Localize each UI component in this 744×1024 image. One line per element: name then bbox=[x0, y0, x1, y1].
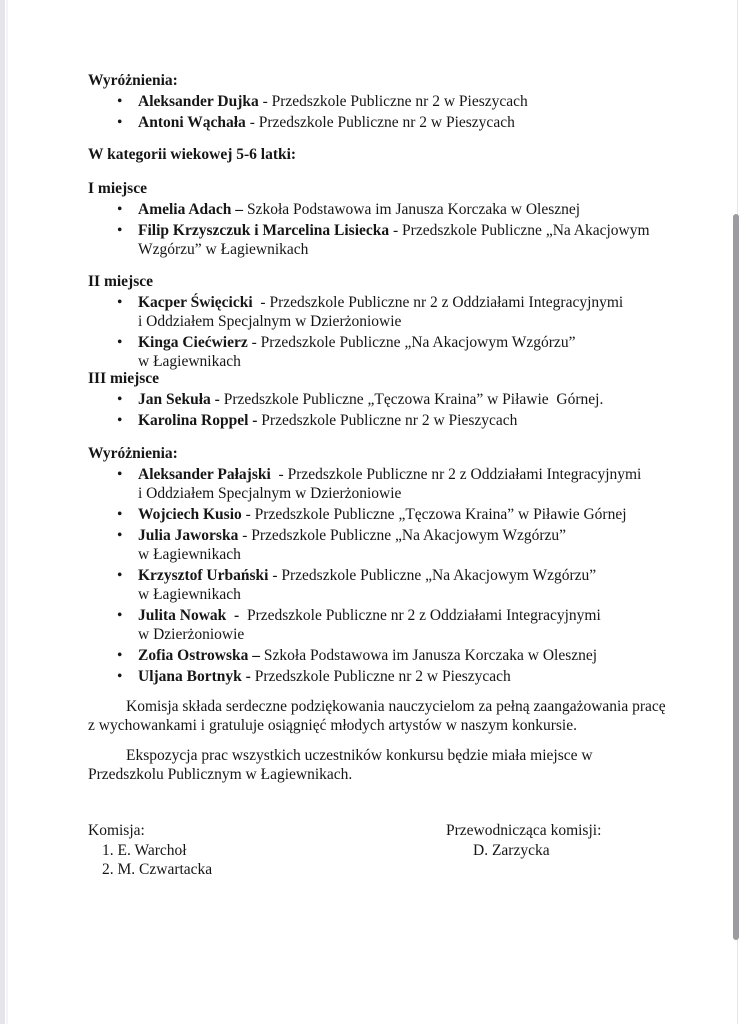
winner-name: Wojciech Kusio bbox=[138, 506, 242, 523]
winner-school-continued: i Oddziałem Specjalnym w Dzierżoniowie bbox=[138, 485, 402, 502]
winner-name: Krzysztof Urbański bbox=[138, 567, 269, 584]
winner-name: Zofia Ostrowska – bbox=[138, 647, 261, 664]
list-item bbox=[88, 667, 666, 686]
document-page bbox=[88, 71, 670, 880]
scrollbar-thumb[interactable] bbox=[733, 214, 739, 940]
winner-school-continued: w Łagiewnikach bbox=[138, 586, 241, 603]
winner-school: - Przedszkole Publiczne „Na Akacjowym Wzgórzu” bbox=[238, 527, 567, 544]
winner-school: - Przedszkole Publiczne nr 2 z Oddziałami Integracyjnymi bbox=[252, 294, 624, 311]
list-item bbox=[88, 221, 666, 259]
list-item bbox=[88, 411, 666, 430]
bullet-icon bbox=[117, 411, 138, 430]
committee-member: 1. E. Warchoł bbox=[102, 841, 187, 859]
list-item bbox=[88, 566, 666, 604]
bullet-icon bbox=[117, 505, 138, 524]
winner-school-continued: Wzgórzu” w Łagiewnikach bbox=[138, 241, 309, 258]
winner-name: Amelia Adach – bbox=[138, 201, 244, 218]
list-item bbox=[88, 293, 666, 331]
section-heading-awards-5-6: Wyróżnienia: bbox=[88, 445, 178, 462]
list-item bbox=[88, 390, 666, 409]
winner-school: - Przedszkole Publiczne nr 2 z Oddziałami Integracyjnymi bbox=[270, 466, 642, 483]
winner-school: - Przedszkole Publiczne „Na Akacjowym Wzgórzu” bbox=[247, 334, 576, 351]
bullet-icon bbox=[117, 465, 138, 503]
list-item bbox=[88, 333, 666, 371]
section-heading-awards-3-4: Wyróżnienia: bbox=[88, 72, 178, 89]
chair-name: D. Zarzycka bbox=[473, 841, 550, 859]
winner-school: Przedszkole Publiczne nr 2 w Pieszycach bbox=[250, 668, 511, 685]
winner-school-continued: w Łagiewnikach bbox=[138, 546, 241, 563]
winner-name: Julia Jaworska bbox=[138, 527, 239, 544]
list-item bbox=[88, 200, 666, 219]
winner-name: Uljana Bortnyk - bbox=[138, 668, 251, 685]
closing-paragraph-thanks: Komisja składa serdeczne podziękowania nauczycielom za pełną zaangażowania pracę z wychowankami i gratuluje osiągnięć młodych artystów w naszym konkursie. bbox=[88, 698, 670, 734]
winner-name: Aleksander Dujka bbox=[138, 93, 259, 110]
winner-school-continued: w Łagiewnikach bbox=[138, 353, 241, 370]
list-item bbox=[88, 113, 666, 132]
winner-school: - Przedszkole Publiczne nr 2 w Pieszycach bbox=[245, 114, 515, 131]
winner-school: Przedszkole Publiczne nr 2 w Pieszycach bbox=[257, 412, 518, 429]
winner-school: - Przedszkole Publiczne „Na Akacjowym Wzgórzu” bbox=[268, 567, 597, 584]
section-heading-first-place: I miejsce bbox=[88, 180, 147, 197]
bullet-icon bbox=[117, 221, 138, 259]
winner-name: Aleksander Pałajski bbox=[138, 466, 271, 483]
closing-paragraph-exhibition: Ekspozycja prac wszystkich uczestników konkursu będzie miała miejsce w Przedszkolu Publicznym w Łagiewnikach. bbox=[88, 747, 597, 783]
winner-name: Antoni Wąchała bbox=[138, 114, 246, 131]
bullet-icon bbox=[117, 200, 138, 219]
section-heading-third-place: III miejsce bbox=[88, 370, 160, 387]
winner-name: Filip Krzyszczuk i Marcelina Lisiecka bbox=[138, 222, 390, 239]
section-heading-second-place: II miejsce bbox=[88, 273, 153, 290]
bullet-icon bbox=[117, 566, 138, 604]
winner-school: - Przedszkole Publiczne nr 2 w Pieszycach bbox=[258, 93, 528, 110]
committee-member: 2. M. Czwartacka bbox=[102, 861, 213, 878]
bullet-icon bbox=[117, 293, 138, 331]
bullet-icon bbox=[117, 646, 138, 665]
category-heading: W kategorii wiekowej 5-6 latki: bbox=[88, 146, 297, 163]
bullet-icon bbox=[117, 526, 138, 564]
winner-name: Jan Sekuła - bbox=[138, 391, 220, 408]
bullet-icon bbox=[117, 113, 138, 132]
winner-school: Przedszkole Publiczne nr 2 z Oddziałami Integracyjnymi bbox=[239, 607, 601, 624]
signature-block bbox=[88, 821, 666, 880]
winner-school: Przedszkole Publiczne „Tęczowa Kraina” w Piławie Górnej. bbox=[219, 391, 604, 408]
winner-name: Kinga Ciećwierz bbox=[138, 334, 248, 351]
list-item bbox=[88, 606, 666, 644]
chair-label: Przewodnicząca komisji: bbox=[446, 822, 602, 839]
bullet-icon bbox=[117, 92, 138, 111]
list-item bbox=[88, 526, 666, 564]
bullet-icon bbox=[117, 606, 138, 644]
winner-school: - Przedszkole Publiczne „Tęczowa Kraina” w Piławie Górnej bbox=[241, 506, 627, 523]
winner-school-continued: w Dzierżoniowie bbox=[138, 626, 245, 643]
winner-school: - Przedszkole Publiczne „Na Akacjowym bbox=[389, 222, 650, 239]
bullet-icon bbox=[117, 333, 138, 371]
list-item bbox=[88, 465, 666, 503]
list-item bbox=[88, 92, 666, 111]
winner-school-continued: i Oddziałem Specjalnym w Dzierżoniowie bbox=[138, 313, 402, 330]
list-item bbox=[88, 646, 666, 665]
bullet-icon bbox=[117, 667, 138, 686]
page-left-edge bbox=[0, 0, 6, 1024]
bullet-icon bbox=[117, 390, 138, 409]
winner-name: Kacper Święcicki bbox=[138, 294, 253, 311]
winner-school: Szkoła Podstawowa im Janusza Korczaka w Olesznej bbox=[243, 201, 581, 218]
chair-column bbox=[446, 821, 601, 860]
winner-school: Szkoła Podstawowa im Janusza Korczaka w Olesznej bbox=[260, 647, 598, 664]
list-item bbox=[88, 505, 666, 524]
winner-name: Karolina Roppel - bbox=[138, 412, 258, 429]
winner-name: Julita Nowak - bbox=[138, 607, 240, 624]
committee-label: Komisja: bbox=[88, 822, 145, 839]
